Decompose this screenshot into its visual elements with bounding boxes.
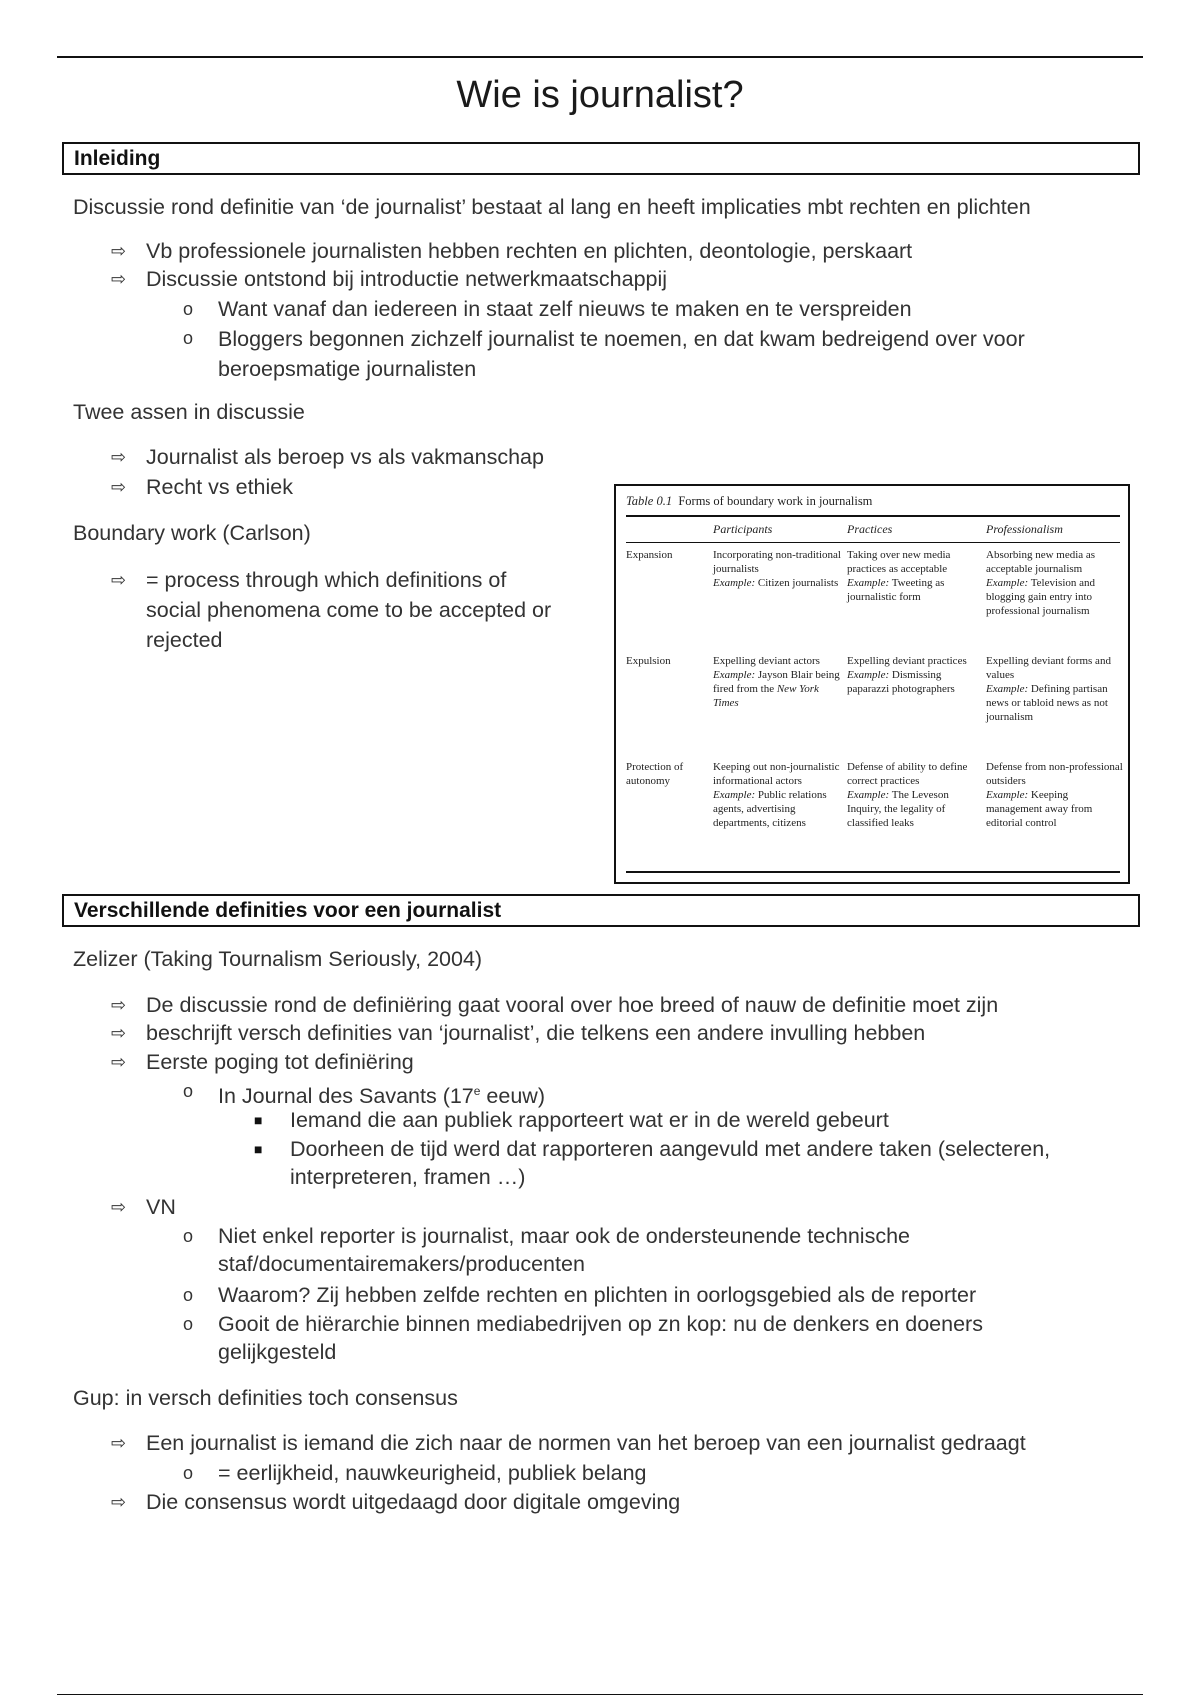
table-header-practices: Practices [847, 522, 893, 536]
table-cell: Incorporating non-traditional journalists Example: Citizen journalists [713, 549, 841, 589]
table-cell: Absorbing new media as acceptable journalism Example: Television and blogging gain entry into professional journalism [986, 549, 1096, 617]
paragraph: Gup: in versch definities toch consensus [73, 1386, 458, 1410]
table-cell: Expelling deviant practices Example: Dismissing paparazzi photographers [847, 655, 967, 695]
circle-bullet-icon: o [183, 1081, 194, 1101]
circle-bullet-icon: o [183, 1463, 194, 1483]
arrow-bullet-icon: ⇨ [111, 269, 127, 289]
list-item: Vb professionele journalisten hebben rechten en plichten, deontologie, perskaart [146, 239, 913, 263]
paragraph: Twee assen in discussie [73, 400, 305, 424]
table-rule [626, 542, 1120, 543]
arrow-bullet-icon: ⇨ [111, 995, 127, 1015]
table-rule [626, 515, 1120, 517]
circle-bullet-icon: o [183, 1314, 194, 1334]
square-bullet-icon: ■ [254, 1112, 263, 1128]
table-header-participants: Participants [713, 522, 773, 536]
list-item: Discussie ontstond bij introductie netwerkmaatschappij [146, 267, 668, 291]
table-cell: Taking over new media practices as acceptable Example: Tweeting as journalistic form [847, 549, 951, 603]
sub-list-item: Gooit de hiërarchie binnen mediabedrijven op zn kop: nu de denkers en doeners gelijkgesteld [218, 1312, 983, 1364]
arrow-bullet-icon: ⇨ [111, 1433, 127, 1453]
sub-list-item: Waarom? Zij hebben zelfde rechten en plichten in oorlogsgebied als de reporter [218, 1283, 977, 1307]
arrow-bullet-icon: ⇨ [111, 1197, 127, 1217]
list-item: = process through which definitions of social phenomena come to be accepted or rejected [146, 568, 552, 652]
section-heading-definities: Verschillende definities voor een journalist [62, 894, 1140, 927]
table-cell: Keeping out non-journalistic informational actors Example: Public relations agents, advertising departments, citizens [713, 761, 840, 829]
list-item: Een journalist is iemand die zich naar de normen van het beroep van een journalist gedraagt [146, 1431, 1026, 1455]
table-row-label: Expansion [626, 549, 673, 561]
sub-list-item: = eerlijkheid, nauwkeurigheid, publiek belang [218, 1461, 647, 1485]
arrow-bullet-icon: ⇨ [111, 477, 127, 497]
arrow-bullet-icon: ⇨ [111, 447, 127, 467]
arrow-bullet-icon: ⇨ [111, 1052, 127, 1072]
sub-sub-list-item: Iemand die aan publiek rapporteert wat er in de wereld gebeurt [290, 1108, 889, 1132]
list-item: Recht vs ethiek [146, 475, 293, 499]
top-rule [57, 56, 1143, 58]
circle-bullet-icon: o [183, 1226, 194, 1246]
list-item: VN [146, 1195, 176, 1219]
list-item: Eerste poging tot definiëring [146, 1050, 414, 1074]
paragraph: Boundary work (Carlson) [73, 521, 311, 545]
section-heading-inleiding: Inleiding [62, 142, 1140, 175]
table-caption: Table 0.1 Forms of boundary work in journalism [626, 494, 873, 508]
list-item: Journalist als beroep vs als vakmanschap [146, 445, 544, 469]
table-cell: Defense of ability to define correct practices Example: The Leveson Inquiry, the legality of classified leaks [847, 761, 968, 829]
table-rule [626, 871, 1120, 873]
table-cell: Expelling deviant forms and values Example: Defining partisan news or tabloid news as not journalism [986, 655, 1111, 723]
circle-bullet-icon: o [183, 328, 194, 348]
page-title: Wie is journalist? [456, 74, 744, 116]
sub-list-item: Bloggers begonnen zichzelf journalist te noemen, en dat kwam bedreigend over voor beroepsmatige journalisten [218, 327, 1025, 381]
table-row-label: Protection of autonomy [626, 761, 684, 787]
sub-list-item: Want vanaf dan iedereen in staat zelf nieuws te maken en te verspreiden [218, 297, 912, 321]
list-item: Die consensus wordt uitgedaagd door digitale omgeving [146, 1490, 681, 1514]
boundary-work-table-figure [614, 484, 1130, 884]
square-bullet-icon: ■ [254, 1141, 263, 1157]
sub-list-item: In Journal des Savants (17e eeuw) [218, 1084, 545, 1109]
arrow-bullet-icon: ⇨ [111, 570, 127, 590]
list-item: beschrijft versch definities van ‘journalist’, die telkens een andere invulling hebben [146, 1021, 926, 1045]
sub-sub-list-item: Doorheen de tijd werd dat rapporteren aangevuld met andere taken (selecteren, interpreteren, framen …) [290, 1137, 1051, 1189]
arrow-bullet-icon: ⇨ [111, 241, 127, 261]
arrow-bullet-icon: ⇨ [111, 1492, 127, 1512]
table-cell: Expelling deviant actors Example: Jayson Blair being fired from the New York Times [713, 655, 840, 709]
table-cell: Defense from non-professional outsiders Example: Keeping management away from editorial control [986, 761, 1123, 829]
sub-list-item: Niet enkel reporter is journalist, maar ook de ondersteunende technische staf/documentairemakers/producenten [218, 1224, 910, 1276]
list-item: De discussie rond de definiëring gaat vooral over hoe breed of nauw de definitie moet zijn [146, 993, 999, 1017]
circle-bullet-icon: o [183, 1285, 194, 1305]
paragraph: Zelizer (Taking Tournalism Seriously, 2004) [73, 947, 483, 971]
paragraph: Discussie rond definitie van ‘de journalist’ bestaat al lang en heeft implicaties mbt rechten en plichten [73, 195, 1031, 219]
arrow-bullet-icon: ⇨ [111, 1023, 127, 1043]
bottom-rule [57, 1694, 1143, 1695]
circle-bullet-icon: o [183, 299, 194, 319]
table-header-professionalism: Professionalism [986, 522, 1063, 536]
table-row-label: Expulsion [626, 655, 671, 667]
